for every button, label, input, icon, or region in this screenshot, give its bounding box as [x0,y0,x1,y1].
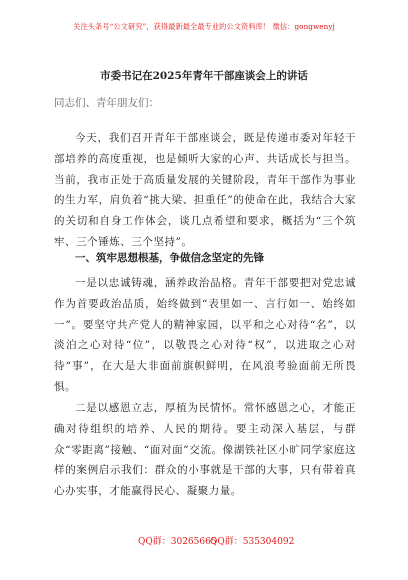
section-heading: 一、筑牢思想根基，争做信念坚定的先锋 [75,252,264,264]
footer-qq-group-2: QQ群：535304092 [210,537,295,547]
salutation: 同志们、青年朋友们： [54,97,159,109]
footer-qq-group-1: QQ群：30265665 [138,537,217,547]
paragraph-gratitude: 二是以感恩立志，厚植为民情怀。常怀感恩之心，才能正确对待组织的培养、人民的期待。要主动深入基层，与群众“零距离”接触、“面对面”交流。像湖铁社区小旷同学家庭这样的案例启示我们：群众的小事就是干部的大事，只有带着真心办实事，才能赢得民心、凝聚力量。 [54,402,356,498]
document-title: 市委书记在2025年青年干部座谈会上的讲话 [100,70,308,82]
paragraph-intro: 今天，我们召开青年干部座谈会，既是传递市委对年轻干部培养的高度重视，也是倾听大家的心声、共话成长与担当。当前，我市正处于高质量发展的关键阶段，青年干部作为事业的生力军，肩负着“挑大梁、担重任”的使命在此，我结合大家的关切和自身工作体会，谈几点希望和要求，概括为“三个筑牢、三个锤炼、三个坚持”。 [54,132,356,248]
header-banner: 关注头条号“公文研究”，获得最新最全最专业的公文资料库！ 微信：gongwenyj [73,22,335,31]
paragraph-loyalty: 一是以忠诚铸魂，涵养政治品格。青年干部要把对党忠诚作为首要政治品质，始终做到“表里如一、言行如一、始终如一”。要坚守共产党人的精神家园，以平和之心对待“名”，以淡泊之心对待“位”，以敬畏之心对待“权”，以进取之心对待“事”，在大是大非面前旗帜鲜明，在风浪考验面前无所畏惧。 [54,277,356,393]
